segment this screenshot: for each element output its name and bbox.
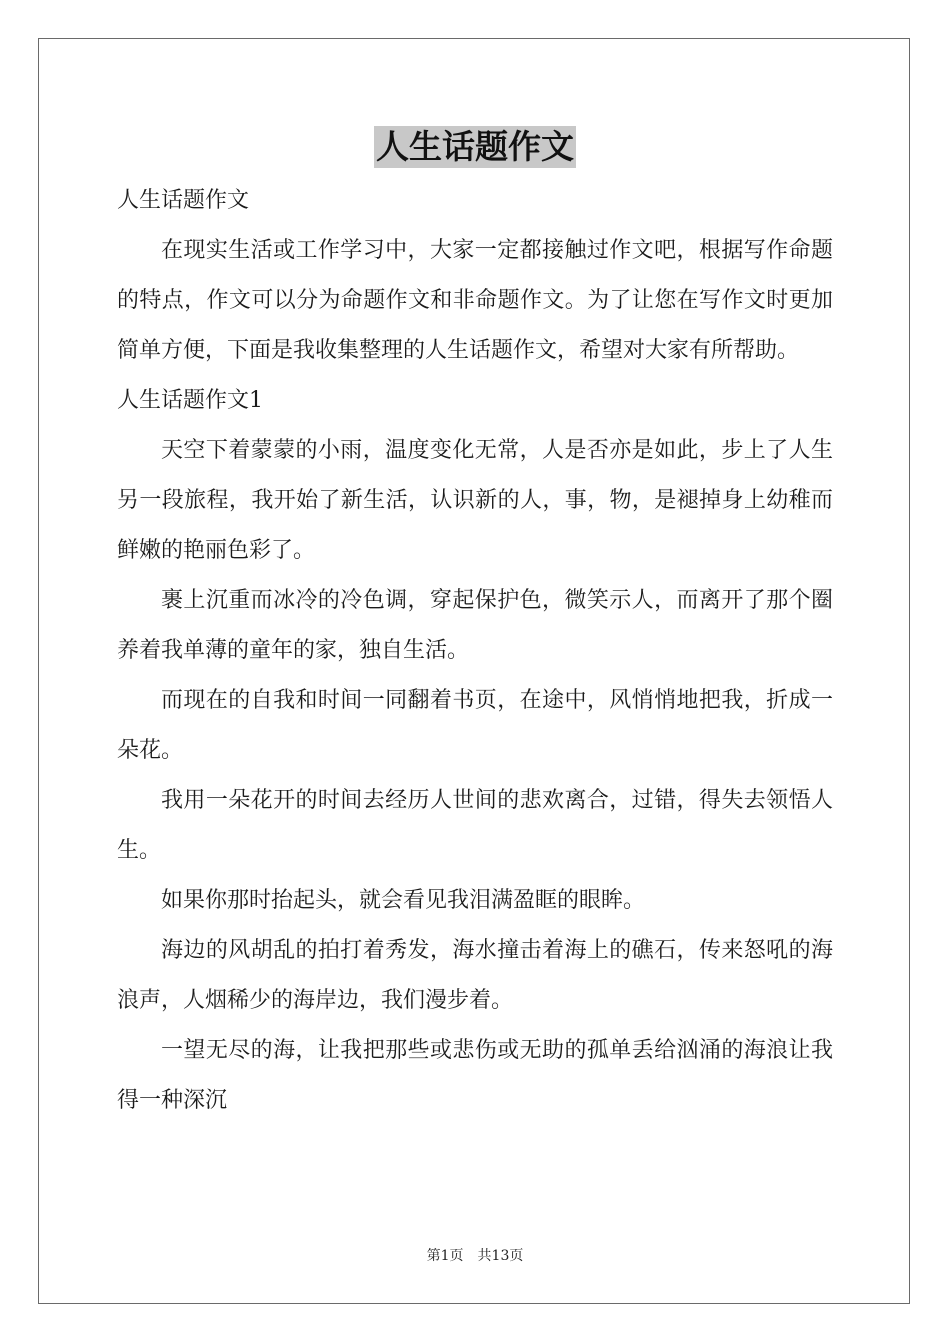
page-footer	[0, 1246, 950, 1266]
paragraph: 我用一朵花开的时间去经历人世间的悲欢离合，过错，得失去领悟人生。	[117, 788, 833, 863]
paragraph: 天空下着蒙蒙的小雨，温度变化无常，人是否亦是如此，步上了人生另一段旅程，我开始了新生活，认识新的人，事，物，是褪掉身上幼稚而鲜嫩的艳丽色彩了。	[117, 438, 833, 563]
paragraph-heading: 人生话题作文	[117, 188, 250, 213]
title-container	[0, 126, 950, 168]
paragraph: 一望无尽的海，让我把那些或悲伤或无助的孤单丢给汹涌的海浪让我得一种深沉	[117, 1038, 833, 1113]
paragraph-intro: 在现实生活或工作学习中，大家一定都接触过作文吧，根据写作命题的特点，作文可以分为命题作文和非命题作文。为了让您在写作文时更加简单方便，下面是我收集整理的人生话题作文，希望对大家有所帮助。	[117, 238, 833, 363]
paragraph: 海边的风胡乱的拍打着秀发，海水撞击着海上的礁石，传来怒吼的海浪声，人烟稀少的海岸边，我们漫步着。	[117, 938, 833, 1013]
paragraph: 而现在的自我和时间一同翻着书页，在途中，风悄悄地把我，折成一朵花。	[117, 688, 833, 763]
page-number: 第1页	[426, 1248, 464, 1264]
paragraph: 裹上沉重而冰冷的冷色调，穿起保护色，微笑示人，而离开了那个圈养着我单薄的童年的家，独自生活。	[117, 588, 833, 663]
document-title: 人生话题作文	[376, 127, 574, 166]
paragraph-section-heading: 人生话题作文1	[117, 388, 263, 413]
paragraph: 如果你那时抬起头，就会看见我泪满盈眶的眼眸。	[161, 888, 646, 913]
document-body	[117, 176, 833, 1126]
page-total: 共13页	[477, 1248, 524, 1264]
